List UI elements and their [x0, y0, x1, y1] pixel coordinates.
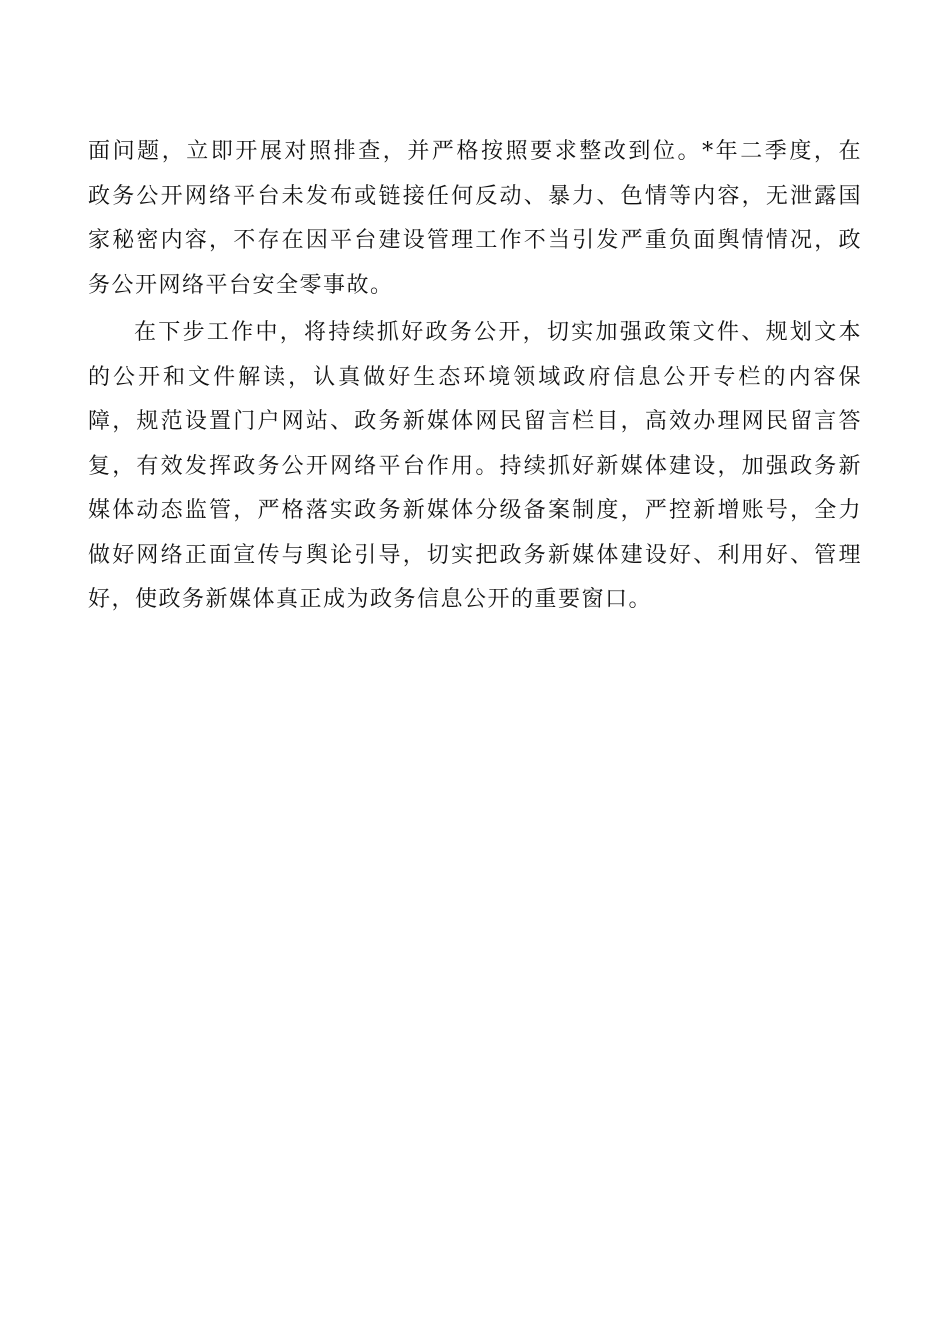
paragraph-line: 复，有效发挥政务公开网络平台作用。持续抓好新媒体建设，加强政务新 — [88, 453, 862, 479]
paragraph-line: 的公开和文件解读，认真做好生态环境领域政府信息公开专栏的内容保 — [88, 364, 862, 390]
paragraph-line: 在下步工作中，将持续抓好政务公开，切实加强政策文件、规划文本 — [134, 320, 862, 345]
paragraph-line: 障，规范设置门户网站、政务新媒体网民留言栏目，高效办理网民留言答 — [88, 409, 862, 434]
paragraph-2 — [88, 311, 862, 623]
paragraph-line: 媒体动态监管，严格落实政务新媒体分级备案制度，严控新增账号，全力 — [88, 498, 862, 523]
paragraph-line: 好，使政务新媒体真正成为政务信息公开的重要窗口。 — [88, 587, 653, 612]
paragraph-line: 政务公开网络平台未发布或链接任何反动、暴力、色情等内容，无泄露国 — [88, 183, 862, 209]
paragraph-1 — [88, 130, 862, 308]
paragraph-line: 务公开网络平台安全零事故。 — [88, 272, 394, 298]
paragraph-line: 做好网络正面宣传与舆论引导，切实把政务新媒体建设好、利用好、管理 — [88, 542, 862, 568]
paragraph-line: 面问题，立即开展对照排查，并严格按照要求整改到位。*年二季度，在 — [88, 139, 862, 164]
paragraph-line: 家秘密内容，不存在因平台建设管理工作不当引发严重负面舆情情况，政 — [88, 228, 862, 253]
document-body — [88, 130, 862, 623]
